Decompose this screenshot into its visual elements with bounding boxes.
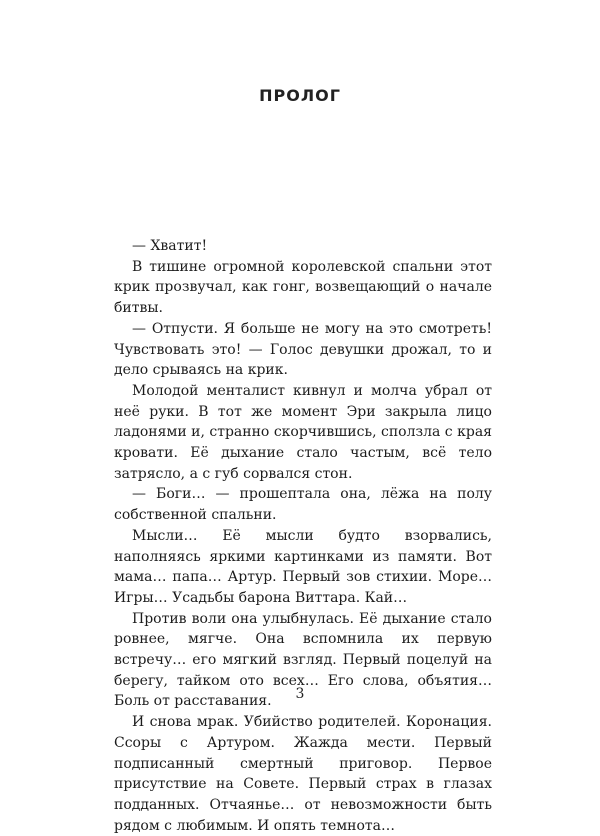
paragraph: В тишине огромной королевской спальни этот крик прозвучал, как гонг, возвещающий о начале битвы.	[114, 258, 492, 317]
body-text	[114, 236, 492, 836]
page-number: 3	[295, 686, 305, 702]
paragraph: — Хватит!	[132, 238, 208, 254]
paragraph: — Отпусти. Я больше не могу на это смотреть! Чувствовать это! — Голос девушки дрожал, то и дело срываясь на крик.	[114, 320, 492, 379]
paragraph: — Боги… — прошептала она, лёжа на полу собственной спальни.	[114, 486, 492, 524]
chapter-title: ПРОЛОГ	[259, 86, 341, 105]
paragraph: Мысли… Её мысли будто взорвались, наполняясь яркими картинками из памяти. Вот мама… папа… Артур. Первый зов стихии. Море… Игры… Усадьбы барона Виттара. Кай…	[114, 527, 492, 606]
paragraph: И снова мрак. Убийство родителей. Коронация. Ссоры с Артуром. Жажда мести. Первый подписанный смертный приговор. Первое присутствие на Совете. Первый страх в глазах подданных. Отчаянье… от невозможности быть рядом с любимым. И опять темнота…	[114, 714, 492, 834]
paragraph: Молодой менталист кивнул и молча убрал от неё руки. В тот же момент Эри закрыла лицо ладонями и, странно скорчившись, сползла с края кровати. Её дыхание стало частым, всё тело затрясло, а с губ сорвался стон.	[114, 382, 492, 482]
paragraph: Против воли она улыбнулась. Её дыхание стало ровнее, мягче. Она вспомнила их первую встречу… его мягкий взгляд. Первый поцелуй на берегу, тайком ото всех… Его слова, объятия… Боль от расставания.	[114, 610, 492, 710]
